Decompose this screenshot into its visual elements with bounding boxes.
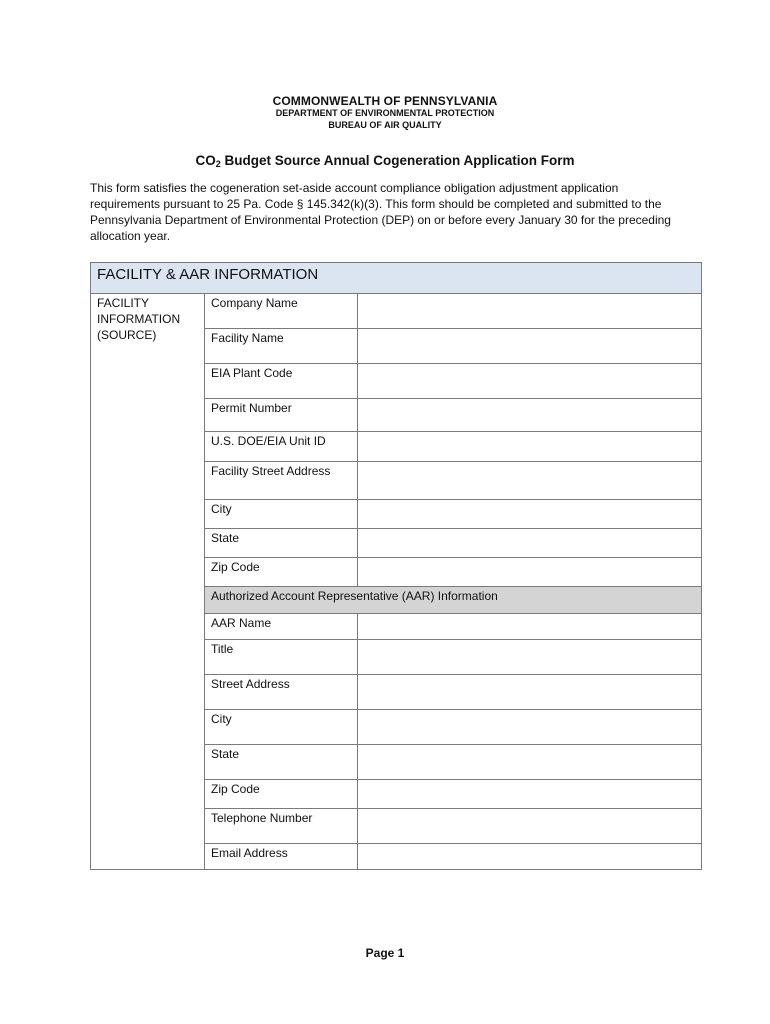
- aar-zip-field[interactable]: [357, 780, 701, 808]
- form-title: [0, 153, 770, 169]
- row-aar-email: [205, 844, 701, 869]
- page-number: Page 1: [365, 946, 405, 960]
- facility-zip-label: Zip Code: [211, 560, 260, 574]
- facility-city-label: City: [211, 502, 232, 516]
- facility-street-address-field[interactable]: [357, 462, 701, 499]
- agency-name: COMMONWEALTH OF PENNSYLVANIA: [272, 94, 498, 108]
- section-heading: [91, 263, 701, 294]
- row-facility-name: [205, 329, 701, 364]
- aar-city-field[interactable]: [357, 710, 701, 744]
- row-facility-street-address: [205, 462, 701, 500]
- company-name-field[interactable]: [357, 294, 701, 328]
- facility-state-label: State: [211, 531, 240, 545]
- eia-plant-code-label: EIA Plant Code: [211, 366, 293, 380]
- aar-street-address-label: Street Address: [211, 677, 290, 691]
- aar-state-label: State: [211, 747, 240, 761]
- facility-street-address-label: Facility Street Address: [211, 464, 331, 478]
- facility-zip-field[interactable]: [357, 558, 701, 586]
- aar-city-label: City: [211, 712, 232, 726]
- company-name-label: Company Name: [211, 296, 298, 310]
- row-aar-title: [205, 640, 701, 675]
- section-heading-text: FACILITY & AAR INFORMATION: [97, 266, 319, 283]
- aar-name-label: AAR Name: [211, 616, 272, 630]
- facility-state-field[interactable]: [357, 529, 701, 557]
- row-aar-city: [205, 710, 701, 745]
- facility-information-label: FACILITY INFORMATION (SOURCE): [97, 296, 181, 342]
- unit-id-label: U.S. DOE/EIA Unit ID: [211, 434, 326, 448]
- aar-email-label: Email Address: [211, 846, 288, 860]
- form-title-prefix: CO: [195, 153, 216, 168]
- facility-name-label: Facility Name: [211, 331, 284, 345]
- aar-telephone-field[interactable]: [357, 809, 701, 843]
- row-aar-street-address: [205, 675, 701, 710]
- aar-name-field[interactable]: [357, 614, 701, 639]
- eia-plant-code-field[interactable]: [357, 364, 701, 398]
- permit-number-field[interactable]: [357, 399, 701, 431]
- permit-number-label: Permit Number: [211, 401, 292, 415]
- row-company-name: [205, 294, 701, 329]
- department-name: DEPARTMENT OF ENVIRONMENTAL PROTECTION: [275, 108, 495, 118]
- aar-telephone-label: Telephone Number: [211, 811, 313, 825]
- facility-aar-table: [90, 262, 702, 870]
- row-unit-id: [205, 432, 701, 462]
- row-aar-state: [205, 745, 701, 780]
- row-aar-name: [205, 614, 701, 640]
- row-permit-number: [205, 399, 701, 432]
- intro-paragraph: This form satisfies the cogeneration set-aside account compliance obligation adjustment application requirements pursuant to 25 Pa. Code § 145.342(k)(3). This form should be completed and submitted to the Pennsylvania Department of Environmental Protection (DEP) on or before every January 30 for the preceding allocation year.: [90, 181, 671, 243]
- aar-street-address-field[interactable]: [357, 675, 701, 709]
- row-facility-zip: [205, 558, 701, 587]
- aar-subheading-row: [205, 587, 701, 614]
- form-title-subscript: 2: [215, 159, 221, 169]
- aar-zip-label: Zip Code: [211, 782, 260, 796]
- aar-email-field[interactable]: [357, 844, 701, 869]
- facility-city-field[interactable]: [357, 500, 701, 528]
- row-facility-city: [205, 500, 701, 529]
- aar-title-label: Title: [211, 642, 234, 656]
- facility-information-label-cell: [91, 294, 205, 870]
- facility-name-field[interactable]: [357, 329, 701, 363]
- form-title-rest: Budget Source Annual Cogeneration Application Form: [220, 153, 575, 168]
- aar-state-field[interactable]: [357, 745, 701, 779]
- bureau-name: BUREAU OF AIR QUALITY: [328, 120, 442, 130]
- row-aar-telephone: [205, 809, 701, 844]
- row-aar-zip: [205, 780, 701, 809]
- aar-subheading: Authorized Account Representative (AAR) Information: [211, 589, 498, 603]
- aar-title-field[interactable]: [357, 640, 701, 674]
- row-eia-plant-code: [205, 364, 701, 399]
- row-facility-state: [205, 529, 701, 558]
- unit-id-field[interactable]: [357, 432, 701, 461]
